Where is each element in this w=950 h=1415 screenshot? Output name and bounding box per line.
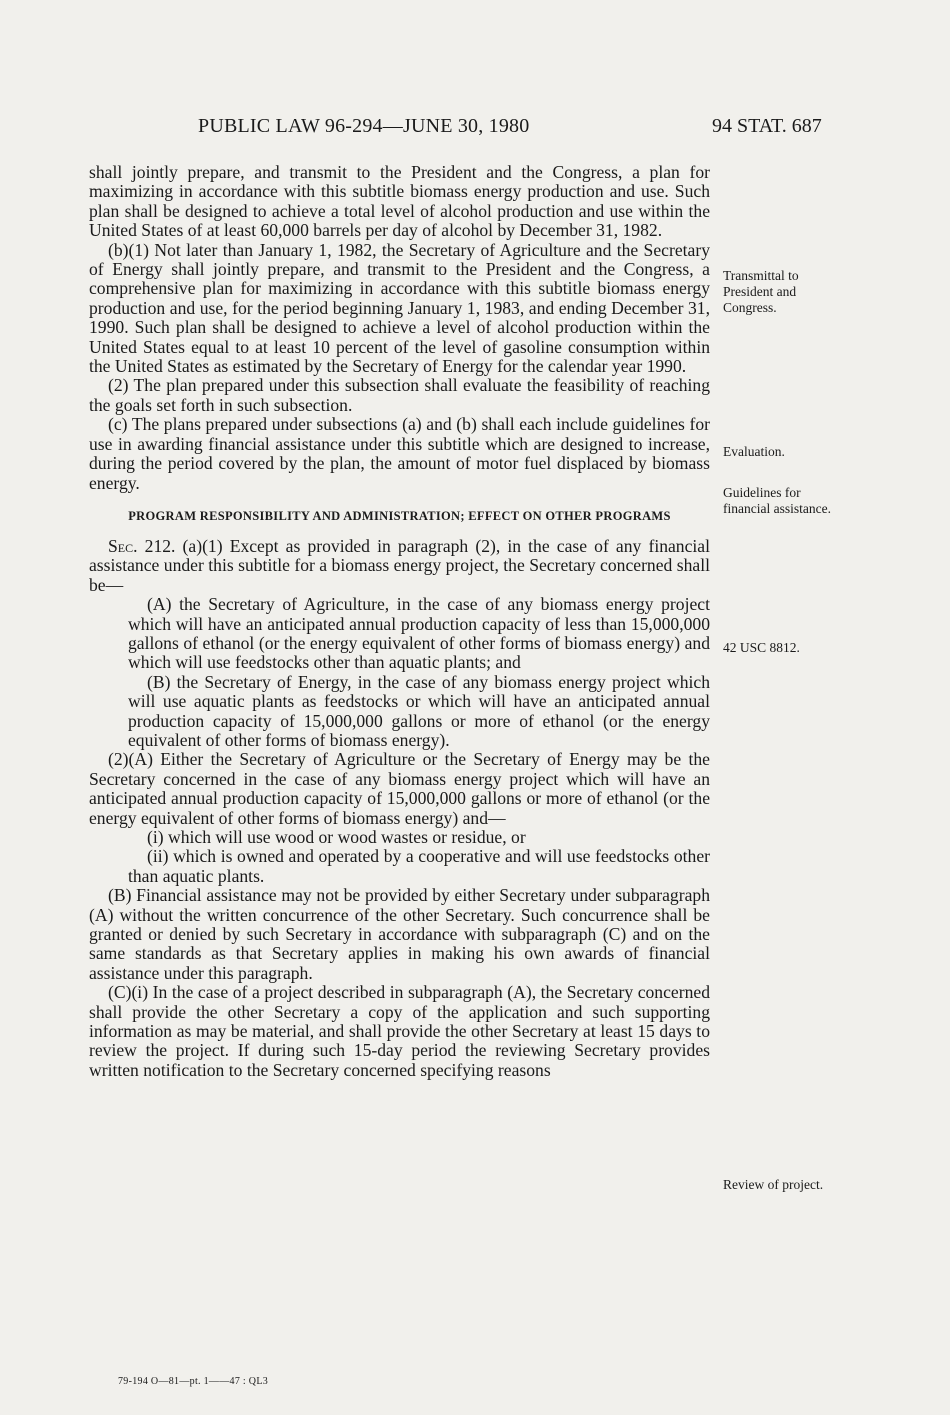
main-text-column <box>89 163 710 1080</box>
paragraph-c: (c) The plans prepared under subsections (a) and (b) shall each include guidelines for use in awarding financial assistance under this subtitle which are designed to increase, during the period covered by the plan, the amount of motor fuel displaced by biomass energy. <box>89 414 710 493</box>
paragraph-continuation: shall jointly prepare, and transmit to the President and the Congress, a plan for maximizing in accordance with this subtitle biomass energy production and use. Such plan shall be designed to achieve a total level of alcohol production and use within the United States of at least 60,000 barrels per day of alcohol by December 31, 1982. <box>89 162 710 241</box>
page-header <box>0 115 950 145</box>
running-head-title: PUBLIC LAW 96-294—JUNE 30, 1980 <box>198 115 530 137</box>
subparagraph-B: (B) the Secretary of Energy, in the case of any biomass energy project which will use aquatic plants as feedstocks or which will have an anticipated annual production capacity of 15,000,000 gallons or more of ethanol (or the energy equivalent of other forms of biomass energy). <box>128 671 710 750</box>
paragraph-b1: (b)(1) Not later than January 1, 1982, the Secretary of Agriculture and the Secretary of Energy shall jointly prepare, and transmit to the President and the Congress, a comprehensive plan for maximizing in accordance with this subtitle biomass energy production and use, for the period beginning January 1, 1983, and ending December 31, 1990. Such plan shall be designed to achieve a level of alcohol production within the United States equal to at least 10 percent of the level of gasoline consumption within the United States as estimated by the Secretary of Energy for the calendar year 1990. <box>89 239 710 377</box>
statute-page-number: 94 STAT. 687 <box>712 115 822 137</box>
margin-note-review: Review of project. <box>723 1177 824 1192</box>
margin-note-usc: 42 USC 8812. <box>723 640 800 655</box>
margin-note-evaluation: Evaluation. <box>723 444 785 459</box>
margin-note-transmittal: Transmittal to President and Congress. <box>723 268 799 315</box>
section-heading: PROGRAM RESPONSIBILITY AND ADMINISTRATION; EFFECT ON OTHER PROGRAMS <box>128 508 671 523</box>
paragraph-2B: (B) Financial assistance may not be provided by either Secretary under subparagraph (A) without the written concurrence of the other Secretary. Such concurrence shall be granted or denied by such Secretary in accordance with subparagraph (C) and on the same standards as that Secretary applies in making his own awards of financial assistance under this paragraph. <box>89 885 710 983</box>
section-label: Sec. <box>108 535 138 556</box>
section-text: 212. (a)(1) Except as provided in paragraph (2), in the case of any financial assistance under this subtitle for a biomass energy project, the Secretary concerned shall be— <box>89 535 710 595</box>
subparagraph-A: (A) the Secretary of Agriculture, in the case of any biomass energy project which will have an anticipated annual production capacity of less than 15,000,000 gallons of ethanol (or the energy equivalent of other forms of biomass energy) and which will use feedstocks other than aquatic plants; and <box>128 594 710 673</box>
margin-note-guidelines: Guidelines for financial assistance. <box>723 485 831 516</box>
paragraph-2Ci: (C)(i) In the case of a project described in subparagraph (A), the Secretary concerned shall provide the other Secretary a copy of the application and such supporting information as may be material, and shall provide the other Secretary at least 15 days to review the project. If during such 15-day period the reviewing Secretary provides written notification to the Secretary concerned specifying reasons <box>89 982 710 1080</box>
paragraph-sec-212-a1 <box>89 537 710 595</box>
clause-i: (i) which will use wood or wood wastes or residue, or <box>147 827 526 847</box>
paragraph-2A: (2)(A) Either the Secretary of Agriculture or the Secretary of Energy may be the Secretary concerned in the case of any biomass energy project which will have an anticipated annual production capacity of 15,000,000 gallons or more of ethanol (or the energy equivalent of other forms of biomass energy) and— <box>89 749 710 828</box>
clause-ii: (ii) which is owned and operated by a cooperative and will use feedstocks other than aquatic plants. <box>128 846 710 886</box>
paragraph-b2: (2) The plan prepared under this subsection shall evaluate the feasibility of reaching the goals set forth in such subsection. <box>89 375 710 415</box>
print-footer: 79-194 O—81—pt. 1——47 : QL3 <box>118 1376 269 1387</box>
